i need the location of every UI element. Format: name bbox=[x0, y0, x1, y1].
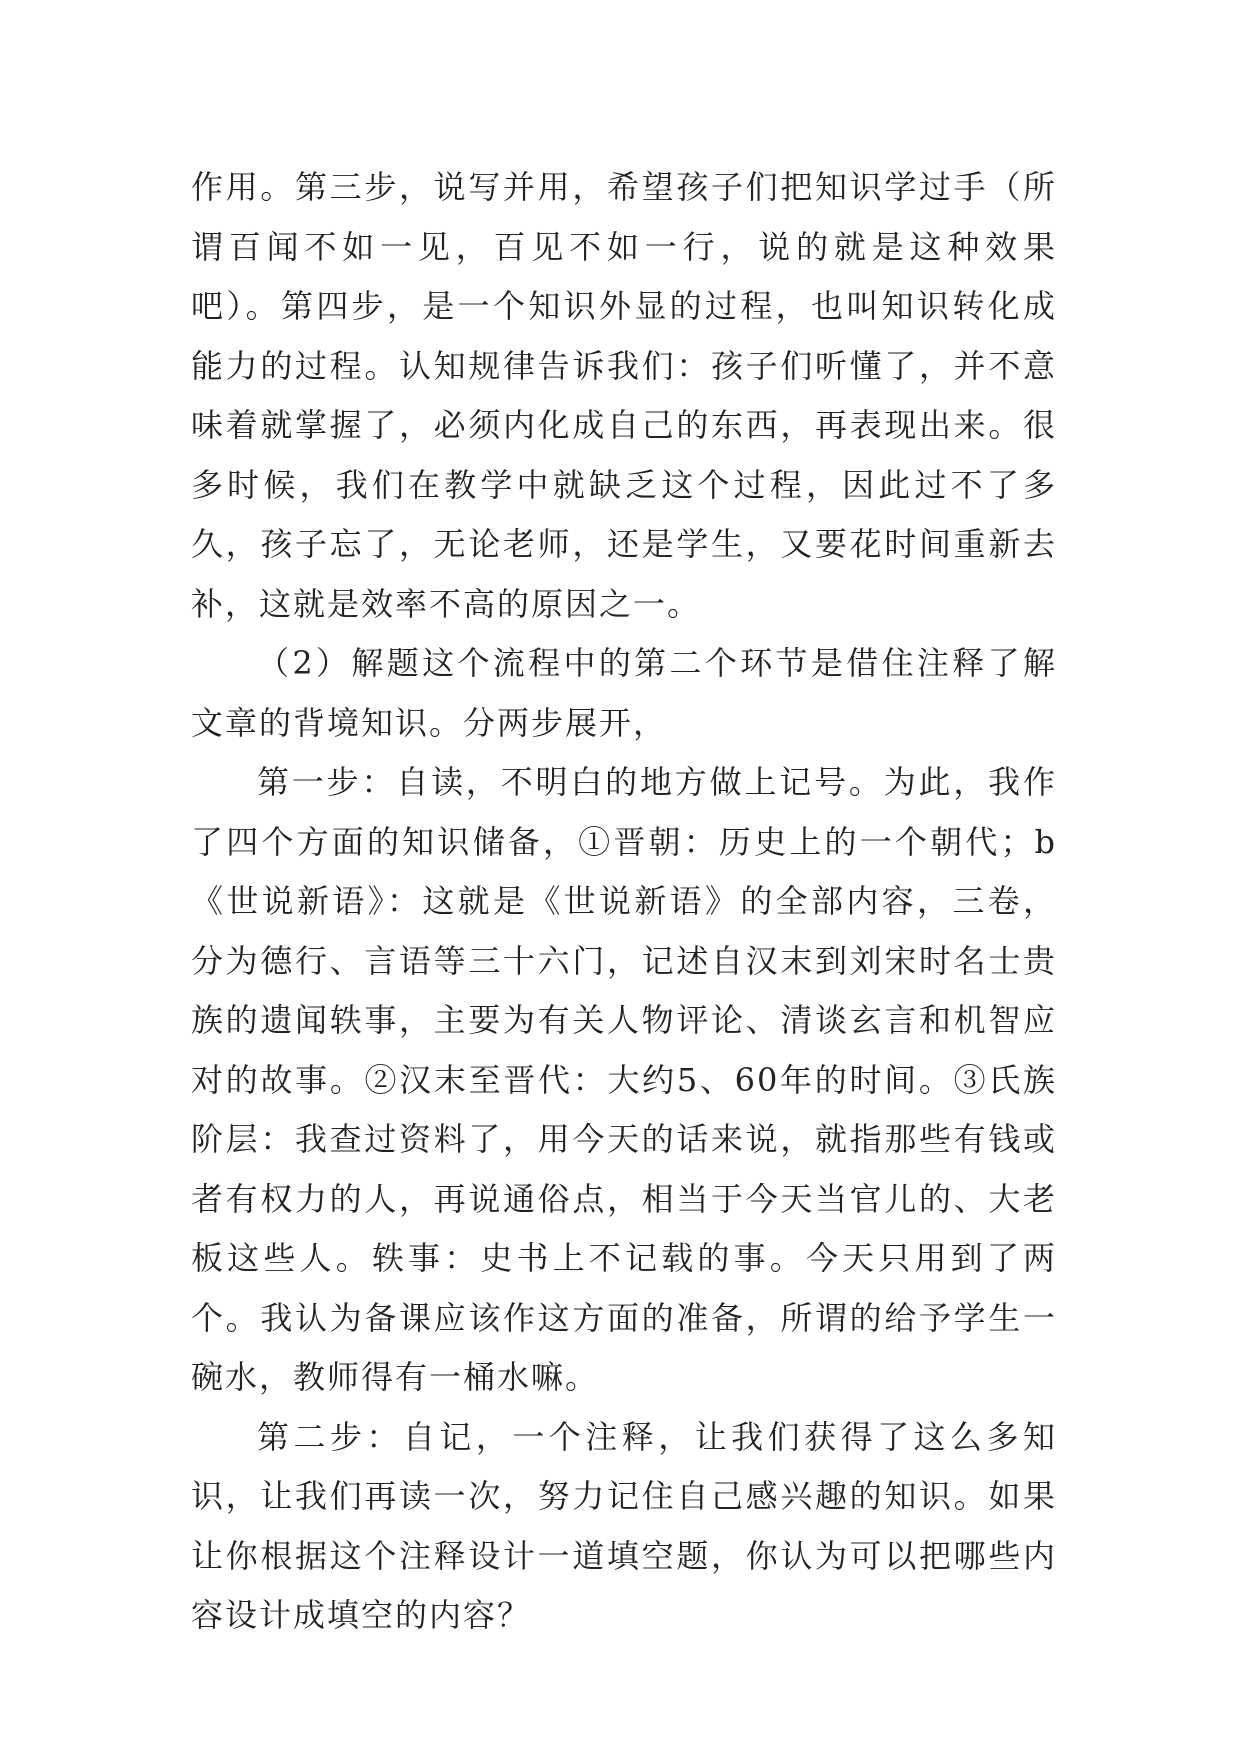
paragraph-step-two-self-memorizing: 第二步：自记，一个注释，让我们获得了这么多知识，让我们再读一次，努力记住自己感兴趣的知识。如果让你根据这个注释设计一道填空题，你认为可以把哪些内容设计成填空的内容？ bbox=[191, 1417, 1057, 1634]
paragraph-steps-three-four: 作用。第三步，说写并用，希望孩子们把知识学过手（所谓百闻不如一见，百见不如一行，说的就是这种效果吧）。第四步，是一个知识外显的过程，也叫知识转化成能力的过程。认知规律告诉我们：孩子们听懂了，并不意味着就掌握了，必须内化成自己的东西，再表现出来。很多时候，我们在教学中就缺乏这个过程，因此过不了多久，孩子忘了，无论老师，还是学生，又要花时间重新去补，这就是效率不高的原因之一。 bbox=[191, 168, 1057, 623]
paragraph-section-2-intro: （2）解题这个流程中的第二个环节是借住注释了解文章的背境知识。分两步展开， bbox=[191, 644, 1057, 742]
document-body bbox=[191, 158, 1057, 1646]
paragraph-step-one-self-reading: 第一步：自读，不明白的地方做上记号。为此，我作了四个方面的知识储备，①晋朝：历史上的一个朝代；b《世说新语》：这就是《世说新语》的全部内容，三卷，分为德行、言语等三十六门，记述自汉末到刘宋时名士贵族的遗闻轶事，主要为有关人物评论、清谈玄言和机智应对的故事。②汉末至晋代：大约5、60年的时间。③氏族阶层：我查过资料了，用今天的话来说，就指那些有钱或者有权力的人，再说通俗点，相当于今天当官儿的、大老板这些人。轶事：史书上不记载的事。今天只用到了两个。我认为备课应该作这方面的准备，所谓的给予学生一碗水，教师得有一桶水嘛。 bbox=[191, 763, 1057, 1396]
